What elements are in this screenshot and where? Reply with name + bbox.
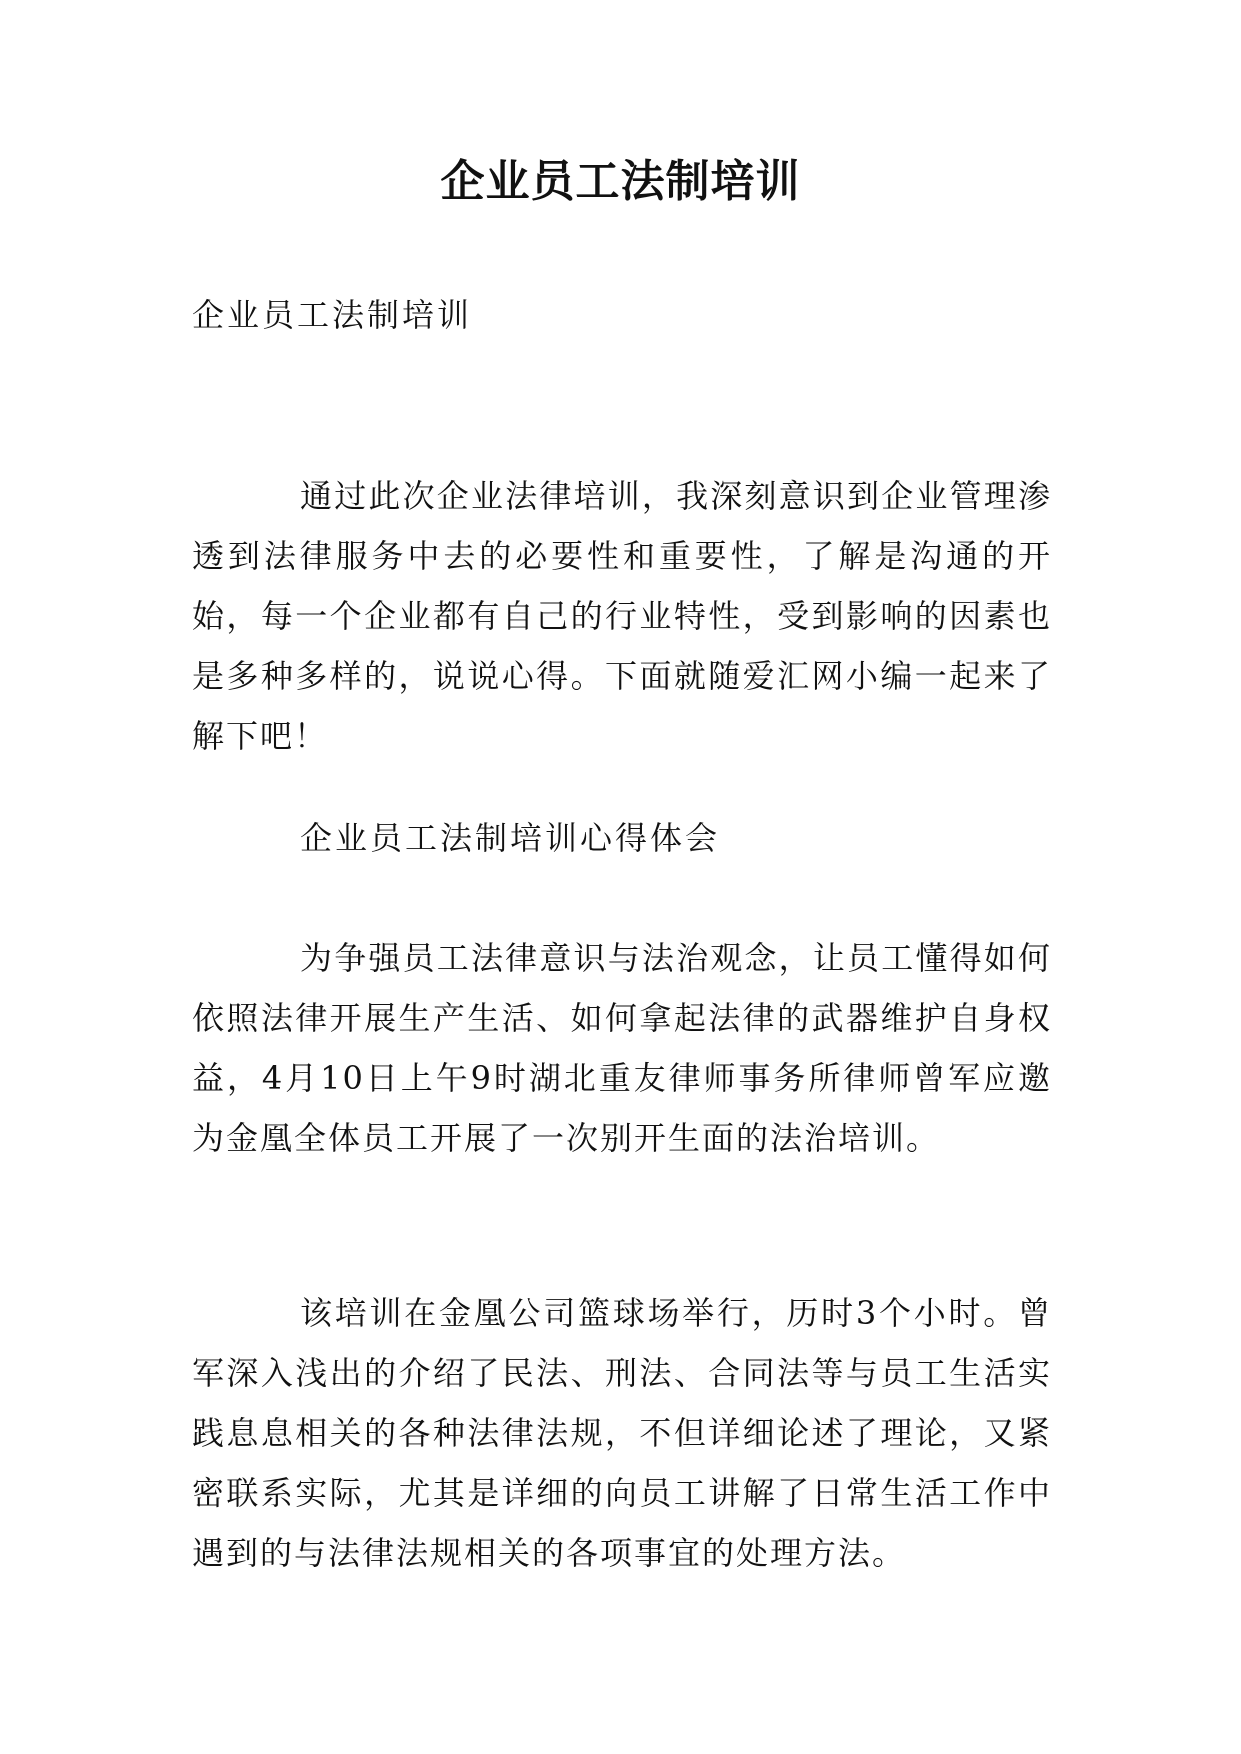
intro-paragraph: 通过此次企业法律培训，我深刻意识到企业管理渗透到法律服务中去的必要性和重要性，了解是沟通的开始，每一个企业都有自己的行业特性，受到影响的因素也是多种多样的，说说心得。下面就随爱汇网小编一起来了解下吧！ [192,477,1052,755]
section-heading: 企业员工法制培训心得体会 [300,819,721,857]
body-paragraph-2: 该培训在金凰公司篮球场举行，历时3个小时。曾军深入浅出的介绍了民法、刑法、合同法等与员工生活实践息息相关的各种法律法规，不但详细论述了理论，又紧密联系实际，尤其是详细的向员工讲解了日常生活工作中遇到的与法律法规相关的各项事宜的处理方法。 [192,1294,1052,1572]
document-title: 企业员工法制培训 [440,156,801,207]
body-paragraph-1: 为争强员工法律意识与法治观念，让员工懂得如何依照法律开展生产生活、如何拿起法律的武器维护自身权益，4月10日上午9时湖北重友律师事务所律师曾军应邀为金凰全体员工开展了一次别开生面的法治培训。 [192,939,1052,1157]
document-subtitle: 企业员工法制培训 [192,296,473,334]
